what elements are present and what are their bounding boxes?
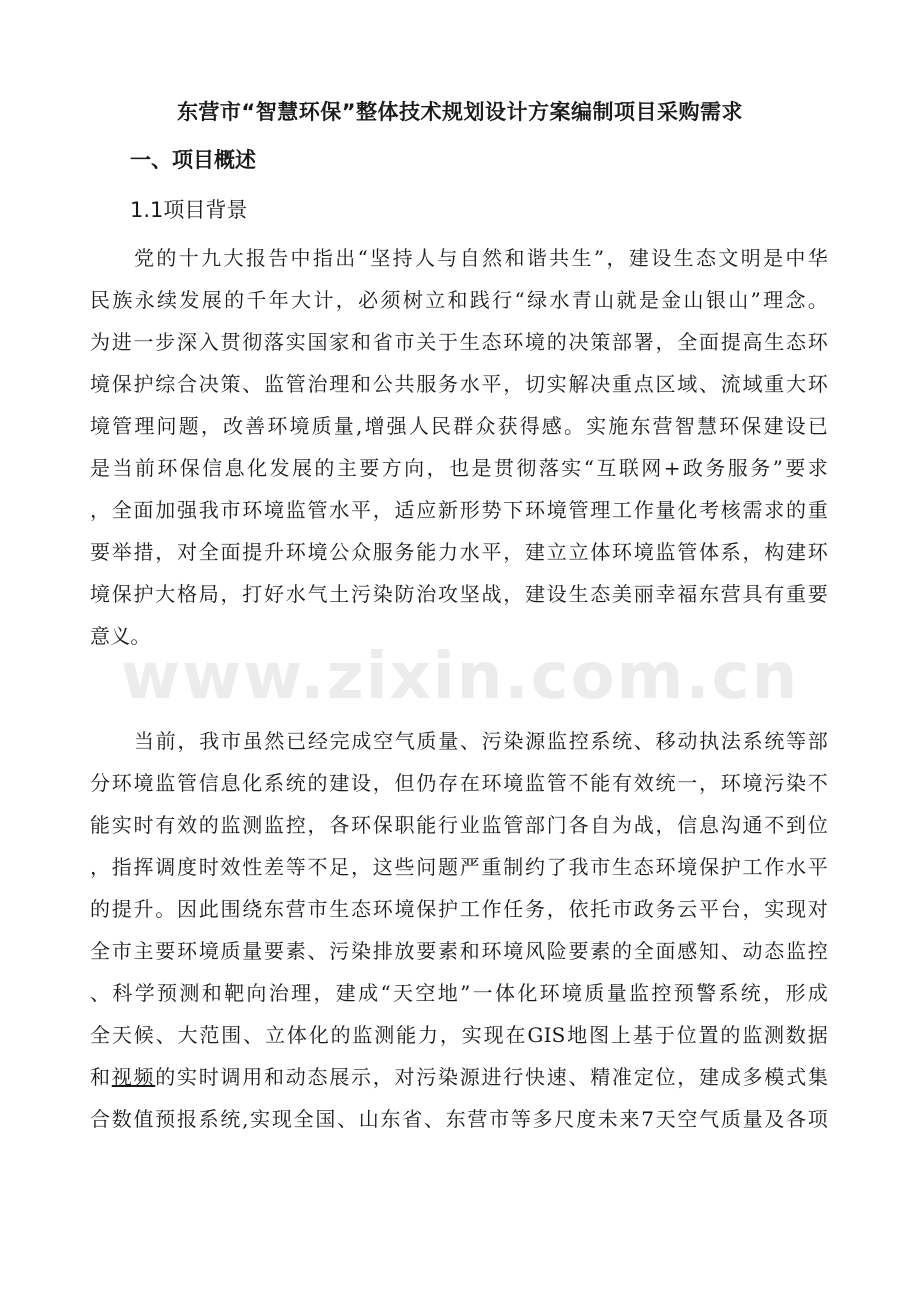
text-fragment: 和	[90, 1065, 112, 1089]
paragraph-line: 全天候、大范围、立体化的监测能力，实现在GIS地图上基于位置的监测数据	[90, 1023, 828, 1047]
paragraph-line: 全市主要环境质量要素、污染排放要素和环境风险要素的全面感知、动态监控	[90, 939, 828, 963]
paragraph-line: 党的十九大报告中指出“坚持人与自然和谐共生”，建设生态文明是中华	[134, 246, 828, 270]
paragraph-line: 要举措，对全面提升环境公众服务能力水平，建立立体环境监管体系，构建环	[90, 540, 828, 564]
paragraph-line: 分环境监管信息化系统的建设，但仍存在环境监管不能有效统一，环境污染不	[90, 771, 828, 795]
paragraph-line: 境管理问题，改善环境质量,增强人民群众获得感。实施东营智慧环保建设已	[90, 414, 828, 438]
subsection-heading-background: 1.1项目背景	[130, 198, 248, 222]
paragraph-line: 、科学预测和靶向治理，建成“天空地”一体化环境质量监控预警系统，形成	[90, 981, 828, 1005]
paragraph-line: 意义。	[90, 624, 151, 648]
paragraph-line-with-link	[90, 1056, 828, 1098]
paragraph-line: 当前，我市虽然已经完成空气质量、污染源监控系统、移动执法系统等部	[134, 729, 828, 753]
document-title: 东营市“智慧环保”整体技术规划设计方案编制项目采购需求	[176, 100, 744, 124]
paragraph-line: ，指挥调度时效性差等不足，这些问题严重制约了我市生态环境保护工作水平	[90, 855, 828, 879]
paragraph-line: ，全面加强我市环境监管水平，适应新形势下环境管理工作量化考核需求的重	[90, 498, 828, 522]
paragraph-line: 境保护综合决策、监管治理和公共服务水平，切实解决重点区域、流域重大环	[90, 372, 828, 396]
paragraph-line: 民族永续发展的千年大计，必须树立和践行“绿水青山就是金山银山”理念。	[90, 288, 828, 312]
watermark: www.zixin.com.cn	[120, 640, 800, 714]
video-link[interactable]: 视频	[111, 1065, 156, 1089]
paragraph-line: 的提升。因此围绕东营市生态环境保护工作任务，依托市政务云平台，实现对	[90, 897, 828, 921]
paragraph-1	[90, 237, 828, 657]
paragraph-line: 合数值预报系统,实现全国、山东省、东营市等多尺度未来7天空气质量及各项	[90, 1107, 828, 1131]
section-heading-overview: 一、项目概述	[130, 148, 256, 172]
paragraph-line: 为进一步深入贯彻落实国家和省市关于生态环境的决策部署，全面提高生态环	[90, 330, 828, 354]
text-fragment: 的实时调用和动态展示，对污染源进行快速、精准定位，建成多模式集	[155, 1065, 829, 1089]
paragraph-line: 境保护大格局，打好水气土污染防治攻坚战，建设生态美丽幸福东营具有重要	[90, 582, 828, 606]
paragraph-2	[90, 720, 828, 1140]
paragraph-line: 是当前环保信息化发展的主要方向，也是贯彻落实“互联网+政务服务”要求	[90, 456, 828, 480]
paragraph-line: 能实时有效的监测监控，各环保职能行业监管部门各自为战，信息沟通不到位	[90, 813, 828, 837]
